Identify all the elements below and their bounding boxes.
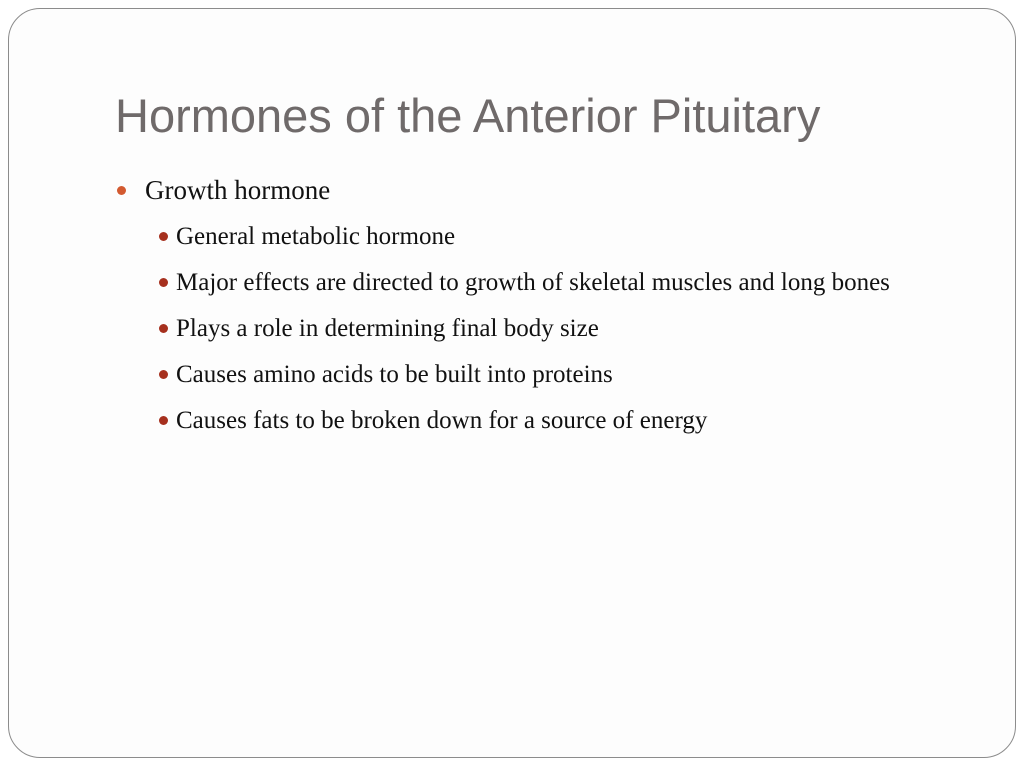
slide-title: Hormones of the Anterior Pituitary xyxy=(115,89,821,142)
bullet-growth-hormone xyxy=(113,172,943,208)
sub-bullet-dot-icon xyxy=(159,278,168,287)
sub-bullet-text: General metabolic hormone xyxy=(176,223,456,250)
sub-bullet-list xyxy=(113,216,943,441)
slide xyxy=(8,8,1016,758)
sub-bullet-dot-icon xyxy=(159,232,168,241)
bullet-text: Growth hormone xyxy=(145,175,331,205)
sub-bullet-item xyxy=(154,400,943,441)
sub-bullet-item xyxy=(154,354,943,395)
sub-bullet-text: Causes fats to be broken down for a source of energy xyxy=(176,407,708,434)
sub-bullet-dot-icon xyxy=(159,370,168,379)
sub-bullet-item xyxy=(154,262,943,303)
sub-bullet-item xyxy=(154,308,943,349)
slide-content xyxy=(113,172,943,446)
sub-bullet-text: Causes amino acids to be built into proteins xyxy=(176,361,613,388)
bullet-dot-icon xyxy=(117,186,126,195)
sub-bullet-text: Major effects are directed to growth of skeletal muscles and long bones xyxy=(176,269,890,296)
sub-bullet-item xyxy=(154,216,943,257)
sub-bullet-text: Plays a role in determining final body size xyxy=(176,315,599,342)
sub-bullet-dot-icon xyxy=(159,416,168,425)
sub-bullet-dot-icon xyxy=(159,324,168,333)
